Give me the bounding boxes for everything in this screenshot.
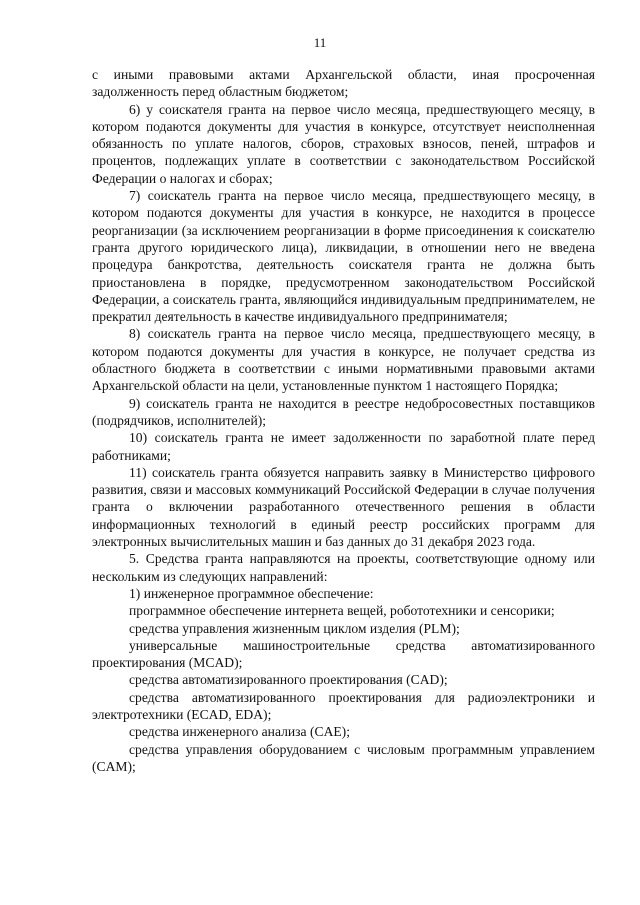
paragraph-item-8: 8) соискатель гранта на первое число месяца, предшествующего месяцу, в котором подаются документы для участия в конкурсе, не получает средства из областного бюджета в соответствии с иными нормативными правовыми актами Архангельской области на цели, установленные пунктом 1 настоящего Порядка; bbox=[92, 326, 595, 394]
list-item-cae: средства инженерного анализа (CAE); bbox=[129, 724, 350, 740]
paragraph-item-6: 6) у соискателя гранта на первое число месяца, предшествующего месяцу, в котором подаются документы для участия в конкурсе, отсутствует неисполненная обязанность по уплате налогов, сборов, страховых взносов, пеней, штрафов и процентов, подлежащих уплате в соответствии с законодательством Российской Федерации о налогах и сборах; bbox=[92, 101, 595, 186]
paragraph-section-5: 5. Средства гранта направляются на проекты, соответствующие одному или нескольким из следующих направлений: bbox=[92, 551, 595, 584]
list-item-ecad-eda: средства автоматизированного проектирования для радиоэлектроники и электротехники (ECAD, EDA); bbox=[92, 689, 595, 722]
list-item-cam: средства управления оборудованием с числовым программным управлением (CAM); bbox=[92, 741, 595, 774]
paragraph-item-10: 10) соискатель гранта не имеет задолженности по заработной плате перед работниками; bbox=[92, 430, 595, 463]
page-number: 11 bbox=[313, 35, 327, 50]
paragraph-item-9: 9) соискатель гранта не находится в реестре недобросовестных поставщиков (подрядчиков, исполнителей); bbox=[92, 395, 595, 428]
list-item-plm: средства управления жизненным циклом изделия (PLM); bbox=[129, 620, 460, 636]
paragraph-item-7: 7) соискатель гранта на первое число месяца, предшествующего месяцу, в котором подаются документы для участия в конкурсе, не находится в процессе реорганизации (за исключением реорганизации в форме присоединения к соискателю гранта другого юридического лица), ликвидации, в отношении него не введена процедура банкротства, деятельность соискателя гранта не должна быть приостановлена в порядке, предусмотренном законодательством Российской Федерации, а соискатель гранта, являющийся индивидуальным предпринимателем, не прекратил деятельность в качестве индивидуального предпринимателя; bbox=[92, 188, 595, 325]
list-item-mcad: универсальные машиностроительные средства автоматизированного проектирования (MCAD); bbox=[92, 637, 595, 671]
document-body bbox=[92, 66, 595, 775]
paragraph-subitem-1: 1) инженерное программное обеспечение: bbox=[129, 585, 374, 601]
paragraph-item-11: 11) соискатель гранта обязуется направить заявку в Министерство цифрового развития, связи и массовых коммуникаций Российской Федерации в случае получения гранта о включении разработанного отечественного решения в области информационных технологий в единый реестр российских программ для электронных вычислительных машин и баз данных до 31 декабря 2023 года. bbox=[92, 464, 595, 550]
list-item-iot-software: программное обеспечение интернета вещей, робототехники и сенсорики; bbox=[129, 603, 555, 619]
paragraph-continuation: с иными правовыми актами Архангельской области, иная просроченная задолженность перед областным бюджетом; bbox=[92, 67, 595, 100]
list-item-cad: средства автоматизированного проектирования (CAD); bbox=[129, 672, 448, 688]
